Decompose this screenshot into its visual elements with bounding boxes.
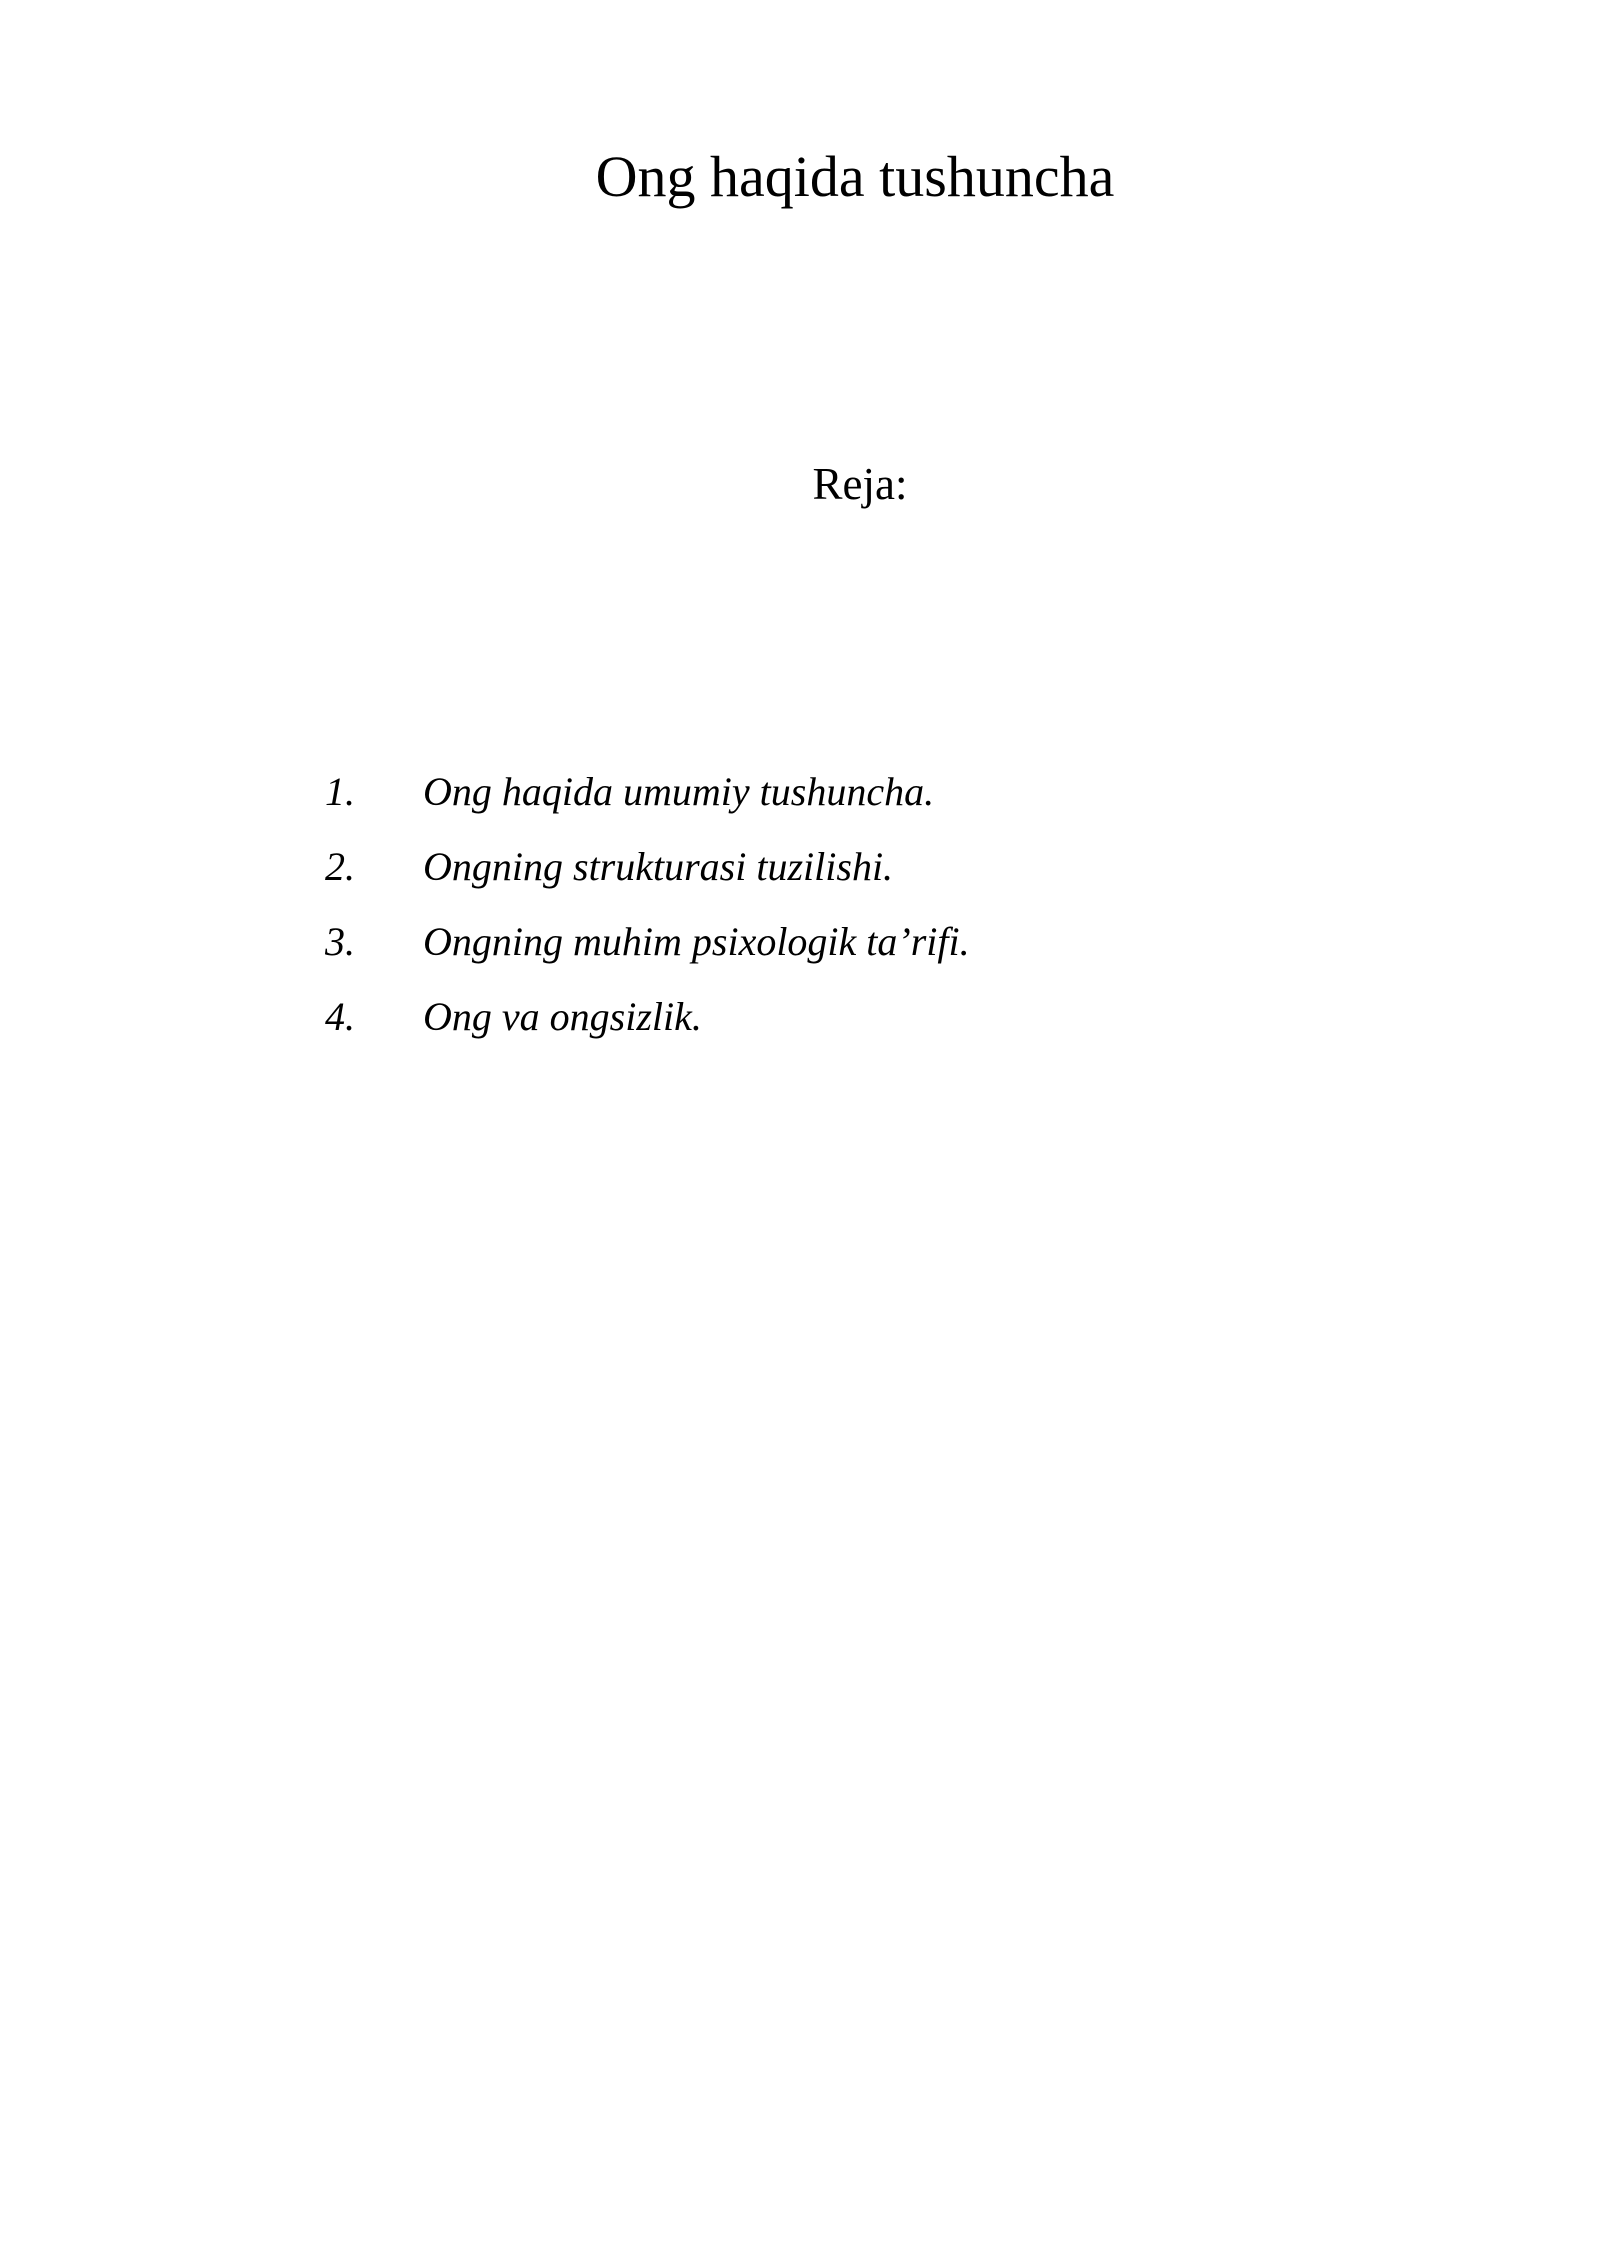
plan-item-number: 4. bbox=[325, 994, 355, 1039]
plan-item-text: Ong haqida umumiy tushuncha. bbox=[423, 769, 935, 814]
plan-item bbox=[325, 919, 970, 997]
plan-item-text: Ong va ongsizlik. bbox=[423, 994, 702, 1039]
plan-item-text: Ongning muhim psixologik ta’rifi. bbox=[423, 919, 970, 964]
plan-item bbox=[325, 994, 970, 1072]
plan-item bbox=[325, 769, 970, 847]
plan-item-number: 1. bbox=[325, 769, 355, 814]
plan-item-number: 3. bbox=[325, 919, 355, 964]
plan-heading: Reja: bbox=[812, 459, 908, 509]
plan-item-text: Ongning strukturasi tuzilishi. bbox=[423, 844, 894, 889]
plan-item bbox=[325, 844, 970, 922]
plan-list bbox=[325, 769, 970, 1072]
document-title: Ong haqida tushuncha bbox=[595, 144, 1115, 209]
plan-item-number: 2. bbox=[325, 844, 355, 889]
